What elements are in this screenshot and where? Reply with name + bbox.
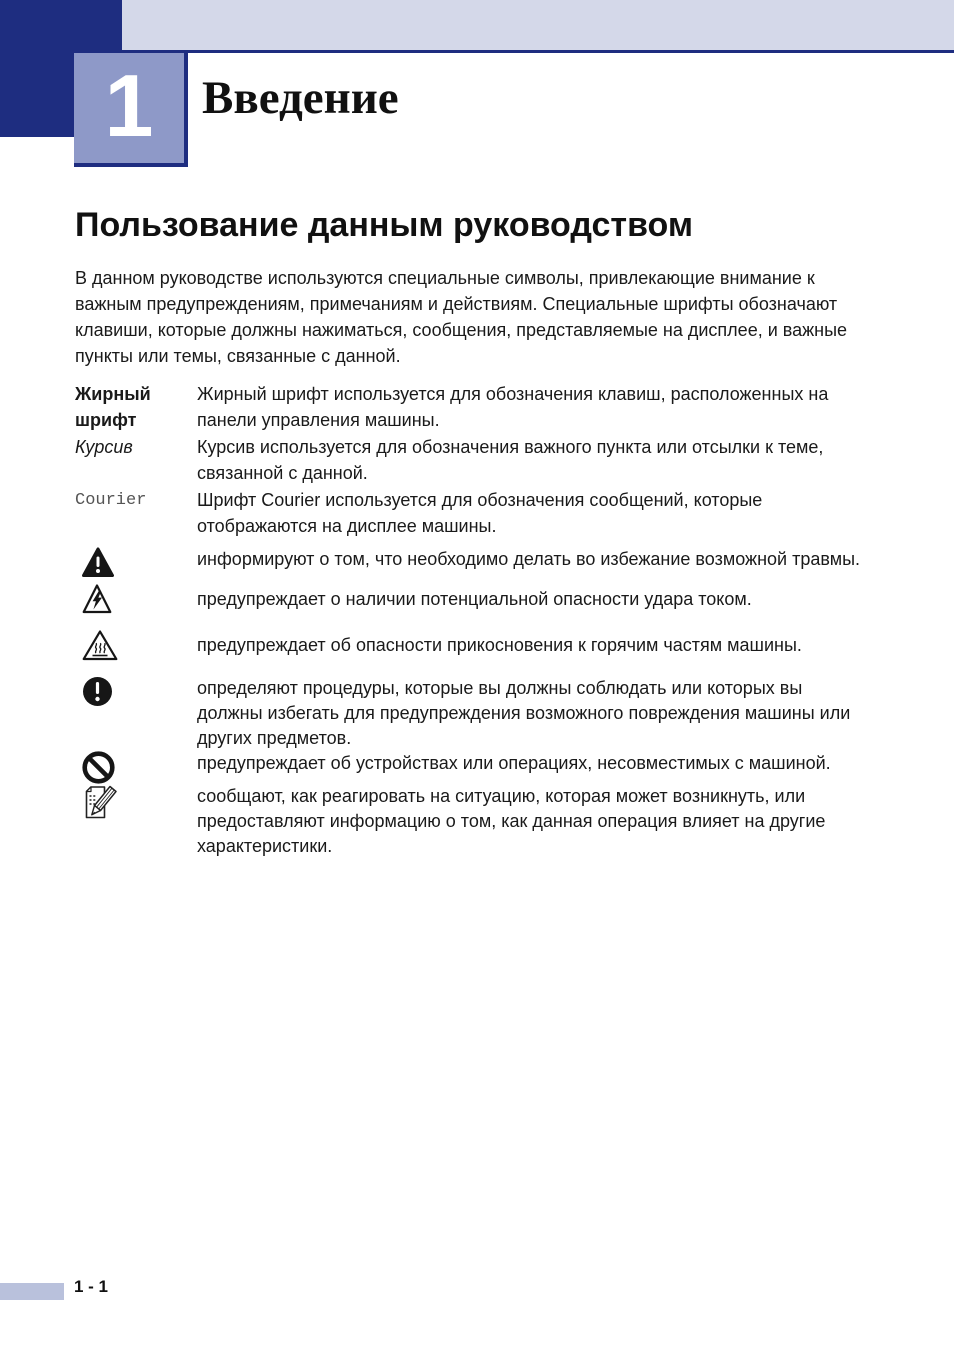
list-item	[75, 381, 879, 433]
list-item	[75, 487, 879, 539]
header-band	[122, 0, 954, 50]
term-description: Шрифт Courier используется для обозначения сообщений, которые отображаются на дисплее машины.	[197, 490, 763, 536]
symbol-description: определяют процедуры, которые вы должны соблюдать или которых вы должны избегать для предупреждения возможного повреждения машины или других предметов.	[197, 678, 851, 748]
electric-shock-icon	[75, 583, 197, 615]
typography-legend	[75, 381, 879, 539]
list-item	[75, 434, 879, 486]
chapter-title: Введение	[202, 72, 399, 124]
chapter-number: 1	[104, 56, 154, 155]
list-item	[75, 751, 879, 784]
list-item	[75, 628, 879, 662]
term-italic-font: Курсив	[75, 437, 133, 457]
warning-triangle-icon	[75, 547, 197, 578]
intro-paragraph: В данном руководстве используются специальные символы, привлекающие внимание к важным предупреждениям, примечаниям и действиям. Специальные шрифты обозначают клавиши, которые должны нажиматься, сообщения, представляемые на дисплее, и важные пункты или темы, связанные с данной.	[75, 268, 848, 366]
term-courier-font: Courier	[75, 491, 147, 510]
footer-accent-bar	[0, 1283, 64, 1300]
symbol-legend	[75, 547, 879, 859]
hot-surface-icon	[75, 629, 197, 662]
note-icon	[75, 784, 197, 822]
list-item	[75, 582, 879, 616]
prohibited-icon	[75, 751, 197, 784]
list-item	[75, 547, 879, 578]
term-description: Курсив используется для обозначения важного пункта или отсылки к теме, связанной с данной.	[197, 437, 824, 483]
list-item	[75, 784, 879, 859]
caution-icon	[75, 676, 197, 707]
symbol-description: предупреждает об опасности прикосновения к горячим частям машины.	[197, 634, 802, 655]
list-item	[75, 676, 879, 751]
symbol-description: предупреждает об устройствах или операциях, несовместимых с машиной.	[197, 753, 831, 773]
symbol-description: предупреждает о наличии потенциальной опасности удара током.	[197, 588, 752, 609]
page-number: 1 - 1	[74, 1277, 109, 1296]
symbol-description: информируют о том, что необходимо делать во избежание возможной травмы.	[197, 549, 861, 569]
chapter-number-badge	[74, 53, 188, 167]
header-rule	[122, 50, 954, 53]
term-bold-font: Жирный шрифт	[75, 384, 151, 430]
term-description: Жирный шрифт используется для обозначения клавиш, расположенных на панели управления машины.	[197, 384, 829, 430]
section-heading: Пользование данным руководством	[75, 206, 693, 244]
symbol-description: сообщают, как реагировать на ситуацию, которая может возникнуть, или предоставляют информацию о том, как данная операция влияет на другие характеристики.	[197, 786, 826, 856]
